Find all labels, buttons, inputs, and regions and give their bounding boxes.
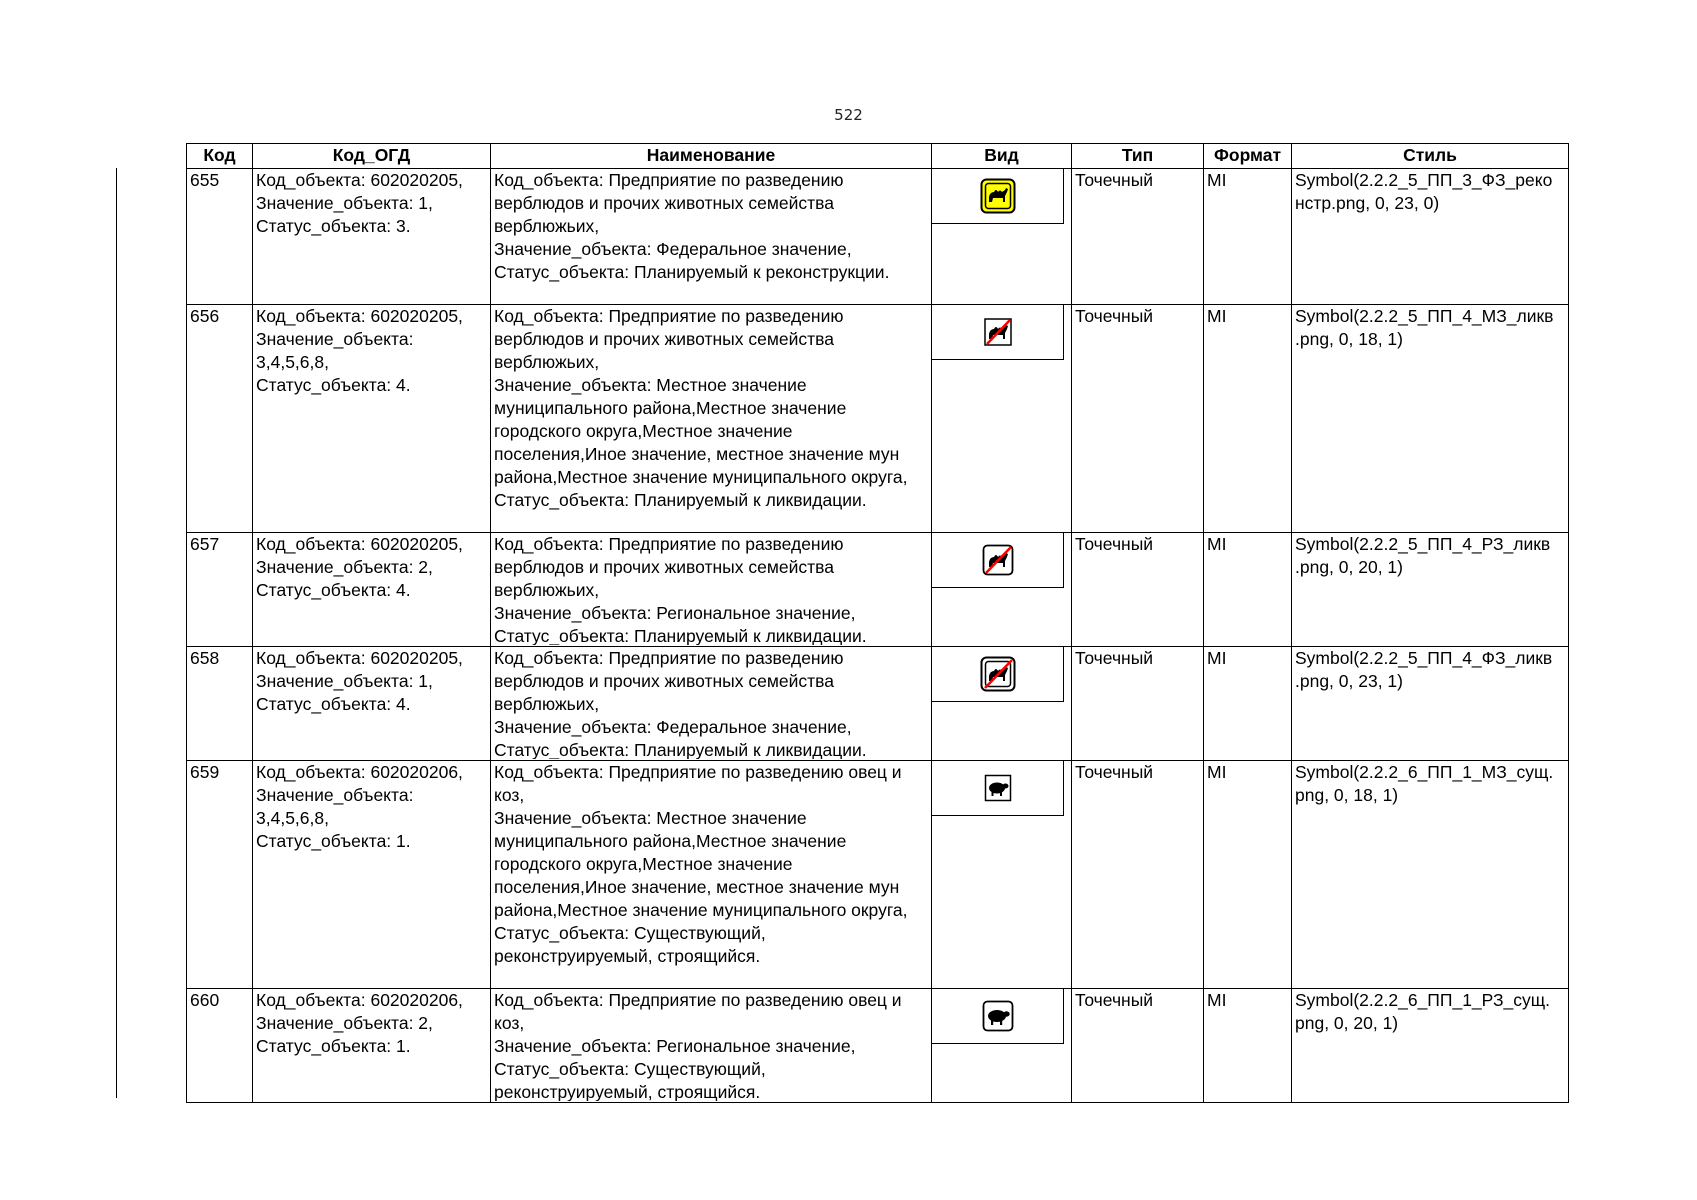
row-style: Symbol(2.2.2_6_ПП_1_РЗ_сущ. png, 0, 20, 1) — [1292, 989, 1569, 1103]
table-row — [187, 761, 1569, 989]
symbol-frame — [932, 169, 1064, 224]
row-code: 657 — [187, 533, 253, 647]
column-header-style: Стиль — [1292, 144, 1569, 169]
row-type: Точечный — [1072, 533, 1204, 647]
row-format: MI — [1204, 305, 1292, 533]
camel-liquidation-local-icon — [983, 317, 1013, 347]
column-header-code: Код — [187, 144, 253, 169]
row-type: Точечный — [1072, 989, 1204, 1103]
row-format: MI — [1204, 533, 1292, 647]
table-row — [187, 533, 1569, 647]
table-header-row — [187, 144, 1569, 169]
row-type: Точечный — [1072, 761, 1204, 989]
row-format: MI — [1204, 989, 1292, 1103]
row-code: 660 — [187, 989, 253, 1103]
row-code: 655 — [187, 169, 253, 305]
row-name — [491, 533, 932, 647]
row-view — [932, 533, 1072, 647]
symbol-frame — [932, 305, 1064, 360]
row-view — [932, 989, 1072, 1103]
row-format: MI — [1204, 169, 1292, 305]
table-row — [187, 647, 1569, 761]
row-ogd: Код_объекта: 602020205, Значение_объекта: 3,4,5,6,8, Статус_объекта: 4. — [253, 305, 491, 533]
symbol-frame — [932, 533, 1064, 588]
symbol-frame — [932, 647, 1064, 702]
row-ogd: Код_объекта: 602020205, Значение_объекта: 2, Статус_объекта: 4. — [253, 533, 491, 647]
row-name — [491, 305, 932, 533]
table-row — [187, 989, 1569, 1103]
row-ogd: Код_объекта: 602020205, Значение_объекта: 1, Статус_объекта: 4. — [253, 647, 491, 761]
camel-reconstruction-federal-icon — [980, 178, 1016, 214]
row-name — [491, 989, 932, 1103]
row-name-text: Код_объекта: Предприятие по разведению овец и коз, Значение_объекта: Региональное значение, Статус_объекта: Существующий, реконструируемый, строящийся. — [494, 990, 902, 1101]
row-style: Symbol(2.2.2_5_ПП_4_МЗ_ликв .png, 0, 18, 1) — [1292, 305, 1569, 533]
row-format: MI — [1204, 761, 1292, 989]
sheep-existing-regional-icon — [982, 1000, 1014, 1032]
table-row — [187, 169, 1569, 305]
row-ogd: Код_объекта: 602020206, Значение_объекта: 2, Статус_объекта: 1. — [253, 989, 491, 1103]
row-code: 658 — [187, 647, 253, 761]
row-style: Symbol(2.2.2_5_ПП_4_ФЗ_ликв .png, 0, 23, 1) — [1292, 647, 1569, 761]
symbol-table — [186, 143, 1569, 1103]
row-view — [932, 305, 1072, 533]
column-header-view: Вид — [932, 144, 1072, 169]
row-type: Точечный — [1072, 169, 1204, 305]
camel-liquidation-regional-icon — [982, 544, 1014, 576]
row-name-text: Код_объекта: Предприятие по разведению верблюдов и прочих животных семейства верблюжьих, Значение_объекта: Региональное значение, Статус_объекта: Планируемый к ликвидации. — [494, 534, 867, 645]
row-ogd: Код_объекта: 602020206, Значение_объекта: 3,4,5,6,8, Статус_объекта: 1. — [253, 761, 491, 989]
row-style: Symbol(2.2.2_5_ПП_3_ФЗ_реко нстр.png, 0, 23, 0) — [1292, 169, 1569, 305]
row-name — [491, 647, 932, 761]
row-style: Symbol(2.2.2_6_ПП_1_МЗ_сущ. png, 0, 18, 1) — [1292, 761, 1569, 989]
symbol-frame — [932, 761, 1064, 816]
row-name-text: Код_объекта: Предприятие по разведению верблюдов и прочих животных семейства верблюжьих, Значение_объекта: Местное значение муниципального района,Местное значение городского округа,Местное значение поселения,Иное значение, местное значение мун района,Местное значение муниципального округа, Статус_объекта: Планируемый к ликвидации. — [494, 306, 908, 510]
row-name-text: Код_объекта: Предприятие по разведению верблюдов и прочих животных семейства верблюжьих, Значение_объекта: Федеральное значение, Статус_объекта: Планируемый к реконструкции. — [494, 170, 890, 282]
page-number: 522 — [834, 106, 863, 124]
column-header-format: Формат — [1204, 144, 1292, 169]
row-code: 659 — [187, 761, 253, 989]
row-view — [932, 647, 1072, 761]
sheep-existing-local-icon — [984, 774, 1012, 802]
row-name — [491, 169, 932, 305]
row-name-text: Код_объекта: Предприятие по разведению овец и коз, Значение_объекта: Местное значение муниципального района,Местное значение городского округа,Местное значение поселения,Иное значение, местное значение мун района,Местное значение муниципального округа, Статус_объекта: Существующий, реконструируемый, строящийся. — [494, 762, 908, 966]
table-row — [187, 305, 1569, 533]
row-format: MI — [1204, 647, 1292, 761]
column-header-type: Тип — [1072, 144, 1204, 169]
row-type: Точечный — [1072, 305, 1204, 533]
margin-line — [116, 168, 117, 1098]
row-view — [932, 761, 1072, 989]
row-name — [491, 761, 932, 989]
row-name-text: Код_объекта: Предприятие по разведению верблюдов и прочих животных семейства верблюжьих, Значение_объекта: Федеральное значение, Статус_объекта: Планируемый к ликвидации. — [494, 648, 867, 759]
symbol-frame — [932, 989, 1064, 1044]
column-header-ogd: Код_ОГД — [253, 144, 491, 169]
row-view — [932, 169, 1072, 305]
row-code: 656 — [187, 305, 253, 533]
row-type: Точечный — [1072, 647, 1204, 761]
column-header-name: Наименование — [491, 144, 932, 169]
row-style: Symbol(2.2.2_5_ПП_4_РЗ_ликв .png, 0, 20, 1) — [1292, 533, 1569, 647]
camel-liquidation-federal-icon — [980, 656, 1016, 692]
row-ogd: Код_объекта: 602020205, Значение_объекта: 1, Статус_объекта: 3. — [253, 169, 491, 305]
